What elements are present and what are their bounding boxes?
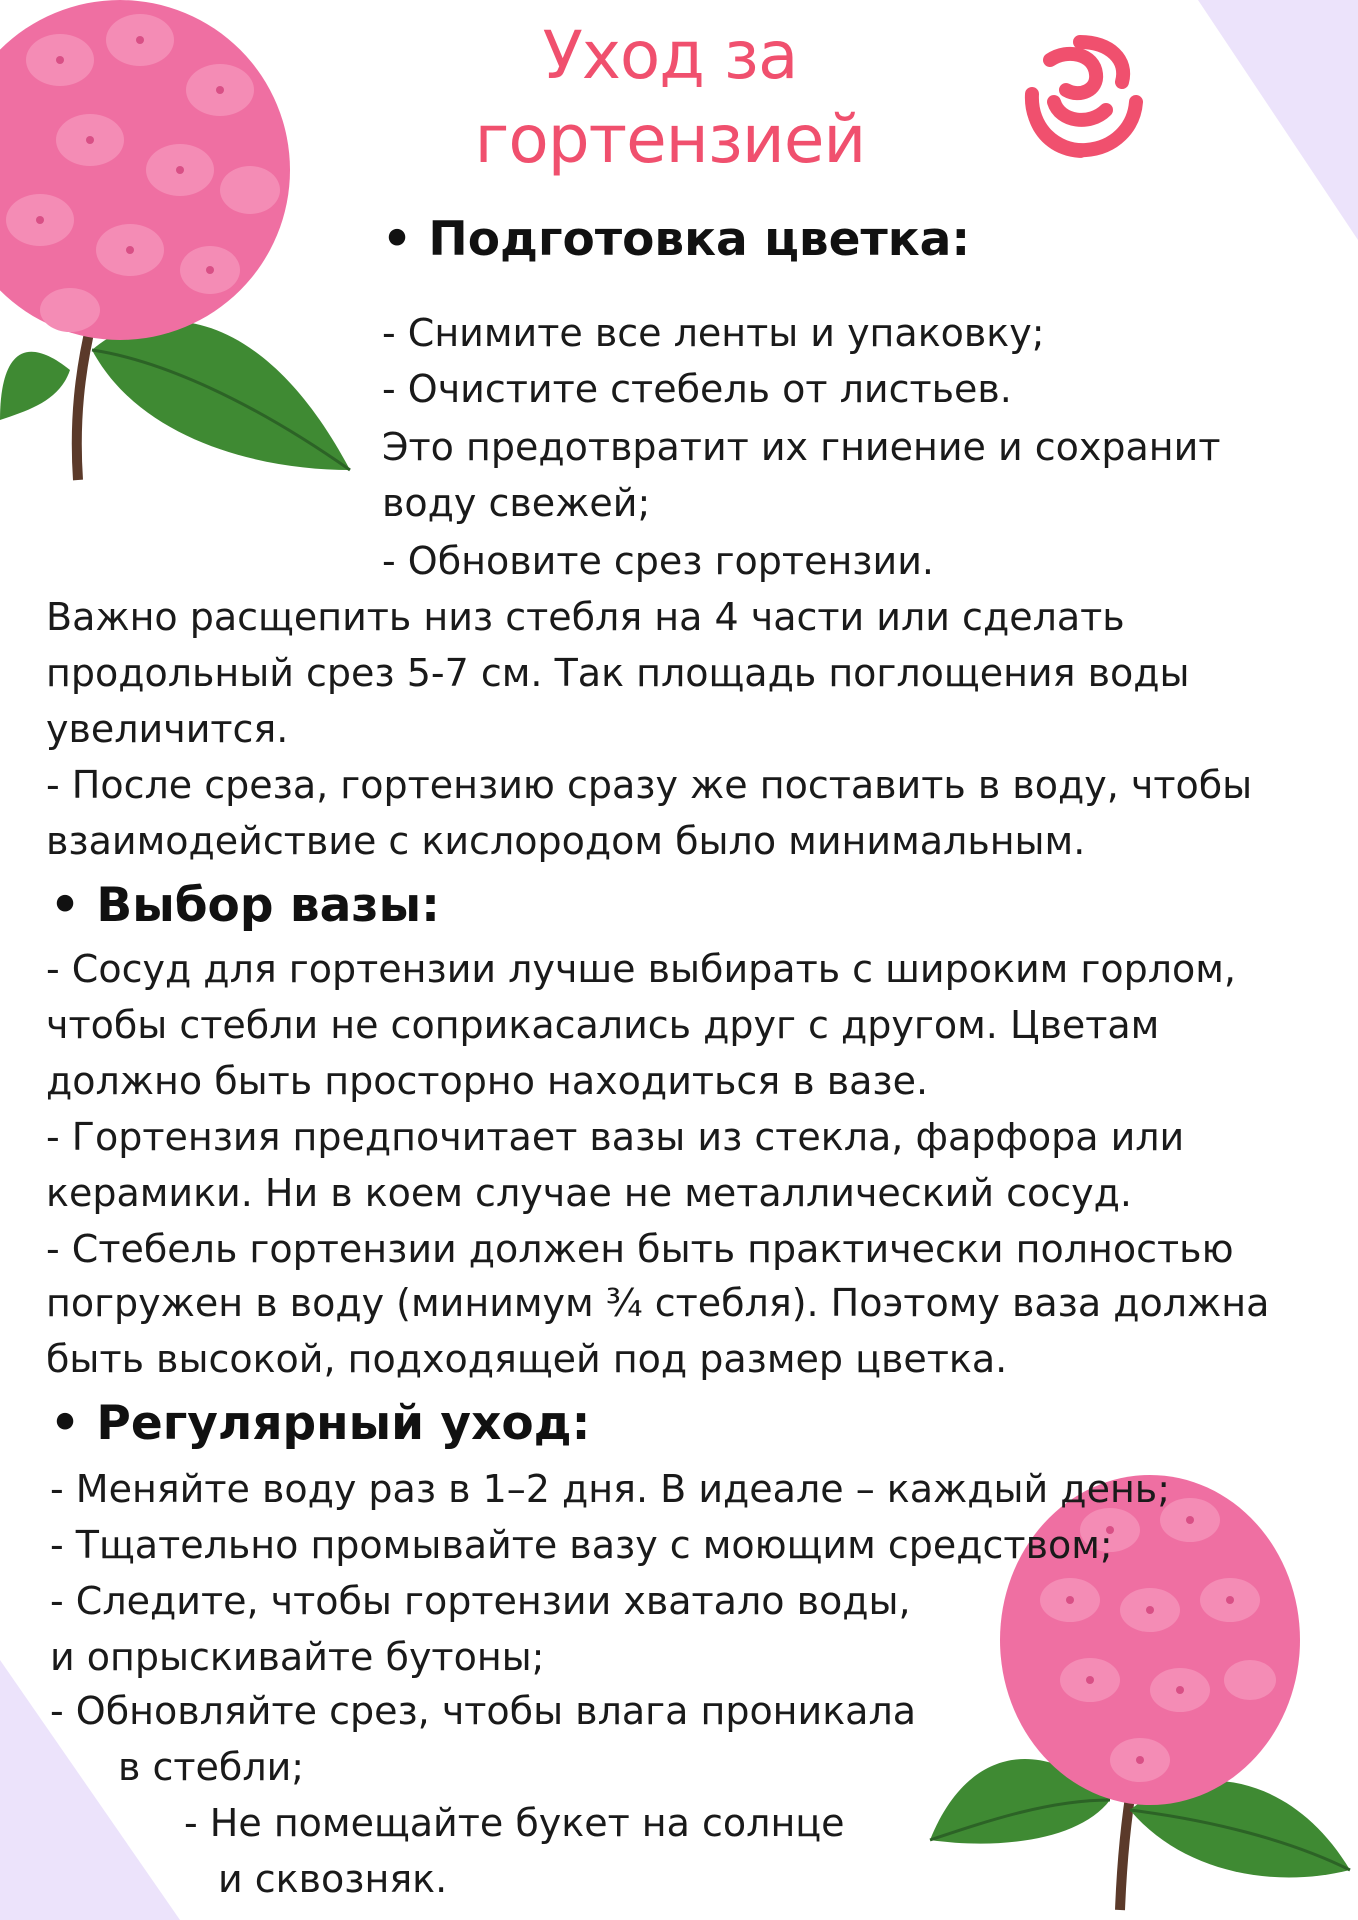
text-line: должно быть просторно находиться в вазе. [46, 1059, 929, 1103]
text-line: увеличится. [46, 707, 289, 751]
text-line: - Стебель гортензии должен быть практически полностью [46, 1227, 1234, 1271]
text-line: - Обновите срез гортензии. [382, 539, 934, 583]
text-line: продольный срез 5-7 см. Так площадь поглощения воды [46, 651, 1190, 695]
text-line: чтобы стебли не соприкасались друг с другом. Цветам [46, 1003, 1160, 1047]
text-line: - Не помещайте букет на солнце [184, 1801, 845, 1845]
section-heading-vase: • Выбор вазы: [50, 878, 440, 933]
text-line: - Тщательно промывайте вазу с моющим средством; [50, 1523, 1113, 1567]
text-line: - Гортензия предпочитает вазы из стекла, фарфора или [46, 1115, 1185, 1159]
section-heading-care: • Регулярный уход: [50, 1396, 591, 1451]
text-line: - Сосуд для гортензии лучше выбирать с широким горлом, [46, 947, 1237, 991]
text-line: - После среза, гортензию сразу же поставить в воду, чтобы [46, 763, 1253, 807]
section-heading-preparation: • Подготовка цветка: [382, 212, 971, 267]
text-line: керамики. Ни в коем случае не металлический сосуд. [46, 1171, 1132, 1215]
text-line: - Очистите стебель от листьев. [382, 367, 1012, 411]
text-line: погружен в воду (минимум ¾ стебля). Поэтому ваза должна [46, 1281, 1270, 1325]
rose-logo-icon [1010, 28, 1150, 168]
text-line: взаимодействие с кислородом было минимальным. [46, 819, 1086, 863]
text-line: и сквозняк. [218, 1857, 448, 1901]
text-line: Это предотвратит их гниение и сохранит [382, 425, 1221, 469]
text-line: в стебли; [118, 1745, 305, 1789]
text-line: - Меняйте воду раз в 1–2 дня. В идеале – каждый день; [50, 1467, 1170, 1511]
text-line: - Обновляйте срез, чтобы влага проникала [50, 1689, 917, 1733]
title-line-2: гортензией [474, 101, 866, 178]
text-line: и опрыскивайте бутоны; [50, 1635, 545, 1679]
page-title [420, 14, 920, 182]
title-line-1: Уход за [542, 17, 798, 94]
hydrangea-illustration [0, 0, 370, 524]
text-line: - Следите, чтобы гортензии хватало воды, [50, 1579, 911, 1623]
text-line: быть высокой, подходящей под размер цветка. [46, 1337, 1008, 1381]
text-line: - Снимите все ленты и упаковку; [382, 311, 1045, 355]
text-line: воду свежей; [382, 481, 651, 525]
text-line: Важно расщепить низ стебля на 4 части или сделать [46, 595, 1125, 639]
